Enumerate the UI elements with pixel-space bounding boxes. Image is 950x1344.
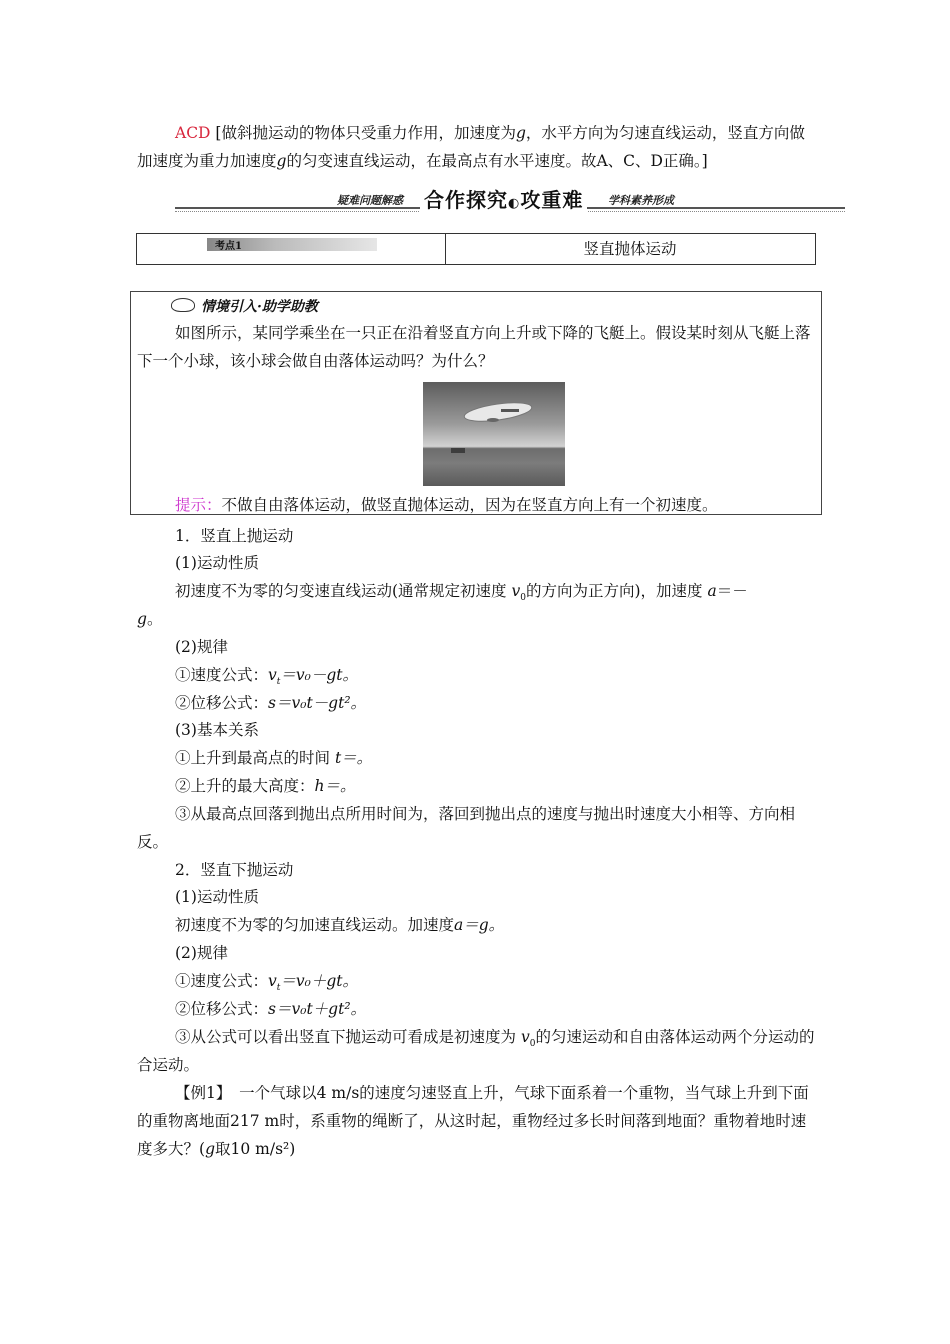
hint-label: 提示： — [175, 496, 222, 514]
banner-right-text: 学科素养形成 — [608, 194, 674, 207]
airship-icon — [423, 382, 565, 486]
context-heading: 情境引入·助学助教 — [171, 296, 318, 316]
symbol-g: g — [515, 124, 526, 142]
s1-a-text: 初速度不为零的匀变速直线运动(通常规定初速度 $v_0$的方向为正方向)，加速度 a＝－ g。 — [137, 582, 748, 628]
topic-tag — [207, 238, 377, 251]
s1-c: (3)基本关系 — [175, 721, 259, 739]
s1-a: (1)运动性质 — [175, 554, 259, 572]
s2-a: (1)运动性质 — [175, 888, 259, 906]
s2-a-text: 初速度不为零的匀加速直线运动。加速度a＝g。 — [175, 916, 505, 934]
s2-b2: ②位移公式：s＝v₀t＋gt²。 — [175, 1000, 367, 1018]
example-label: 【例1】 — [175, 1084, 224, 1102]
s2-b3: ③从公式可以看出竖直下抛运动可看成是初速度为 $v_0$的匀速运动和自由落体运动两个分运动的合运动。 — [137, 1028, 815, 1074]
s1-c3: ③从最高点回落到抛出点所用时间为，落回到抛出点的速度与抛出时速度大小相等、方向相反。 — [137, 805, 796, 851]
bird-icon — [171, 298, 195, 312]
context-question: 如图所示，某同学乘坐在一只正在沿着竖直方向上升或下降的飞艇上。假设某时刻从飞艇上落下一个小球，该小球会做自由落体运动吗？为什么？ — [137, 324, 811, 370]
topic-tag-label: 考点1 — [215, 241, 242, 252]
s1-c2: ②上升的最大高度：h＝。 — [175, 777, 356, 795]
context-hint — [137, 491, 817, 519]
banner-left-text: 疑难问题解惑 — [337, 194, 403, 207]
symbol-a: a — [707, 582, 717, 600]
symbol-g: g — [137, 610, 147, 628]
banner-title: 合作探究◐攻重难 — [420, 184, 587, 213]
s1-title: 1．竖直上抛运动 — [175, 527, 294, 545]
s2-b: (2)规律 — [175, 944, 228, 962]
hint-text: 不做自由落体运动，做竖直抛体运动，因为在竖直方向上有一个初速度。 — [221, 496, 718, 514]
answer-text-2: ，水平方向为匀速直线运动，竖直方向做加速度为重力加速度 — [137, 124, 805, 170]
topic-title: 竖直抛体运动 — [583, 240, 677, 258]
s1-c1: ①上升到最高点的时间 t＝。 — [175, 749, 373, 767]
s1-b1: ①速度公式：$v_t=v_0-gt$。 — [175, 666, 359, 688]
topic-box — [136, 233, 816, 265]
answer-text: [做斜抛运动的物体只受重力作用，加速度为 — [210, 124, 516, 142]
symbol-g: g — [205, 1140, 215, 1158]
s2-title: 2．竖直下抛运动 — [175, 861, 294, 879]
example-1: 【例1】 一个气球以4 m/s的速度匀速竖直上升，气球下面系着一个重物，当气球上升到下面的重物离地面217 m时，系重物的绳断了，从这时起，重物经过多长时间落到地面？重物着地时速度多大？(g取10 m/s²) — [137, 1084, 809, 1158]
symbol-v0: v — [511, 582, 521, 600]
answer-label: ACD — [175, 124, 211, 142]
symbol-g: g — [276, 152, 287, 170]
answer-text-3: 的匀变速直线运动，在最高点有水平速度。故A、C、D正确。] — [286, 152, 708, 170]
arrow-icon: ◐ — [508, 196, 521, 211]
s1-b: (2)规律 — [175, 638, 228, 656]
answer-paragraph — [137, 119, 817, 175]
airship-photo — [423, 382, 565, 486]
section-banner — [175, 186, 845, 216]
s1-b2: ②位移公式：s＝v₀t－gt²。 — [175, 694, 367, 712]
s2-b1: ①速度公式：$v_t=v_0+gt$。 — [175, 972, 359, 994]
